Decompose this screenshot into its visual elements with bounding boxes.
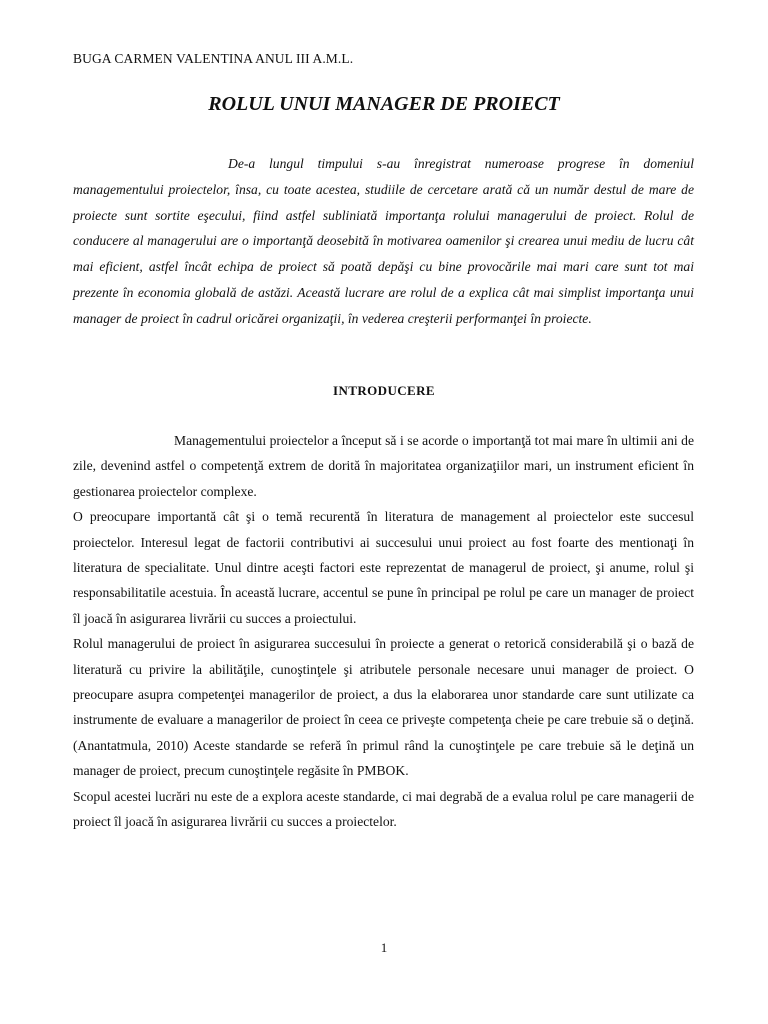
document-title: ROLUL UNUI MANAGER DE PROIECT [208,93,560,115]
body-paragraph: O preocupare importantă cât şi o temă recurentă în literatura de management al proiectelor este succesul proiectelor. Interesul legat de factorii contributivi ai succesului unui proiect au fost foarte des mentionaţi în literatura de specialitate. Unul dintre aceşti factori este reprezentat de managerul de proiect, şi anume, rolul şi responsabilitatile acestuia. În această lucrare, accentul se pune în principal pe rolul pe care un manager de proiect îl joacă în asigurarea livrării cu succes a proiectului. [73,509,694,626]
abstract-paragraph: De-a lungul timpului s-au înregistrat numeroase progrese în domeniul managementului proiectelor, însa, cu toate acestea, studiile de cercetare arată că un număr destul de mare de proiecte sunt sortite eşecului, fiind astfel subliniată importanţa rolului managerului de proiect. Rolul de conducere al managerului are o importanţă deosebită în motivarea oamenilor şi crearea unui mediu de lucru cât mai eficient, astfel încât echipa de proiect să poată depăşi cu bine provocările mai mari care sunt tot mai prezente în economia globală de astăzi. Această lucrare are rolul de a explica cât mai simplist importanţa unui manager de proiect în cadrul oricărei organizaţii, în vederea creşterii performanţei în proiecte. [73,156,694,326]
section-heading-introducere: INTRODUCERE [333,383,435,398]
introduction-body [73,428,694,835]
page-number: 1 [380,940,388,955]
body-paragraph: Managementului proiectelor a început să i se acorde o importanţă tot mai mare în ultimii ani de zile, devenind astfel o competenţă extrem de dorită în majoritatea organizaţiilor mari, un instrument eficient în gestionarea proiectelor complexe. [73,433,694,499]
author-line: BUGA CARMEN VALENTINA ANUL III A.M.L. [73,51,354,66]
body-paragraph: Scopul acestei lucrări nu este de a explora aceste standarde, ci mai degrabă de a evalua rolul pe care managerii de proiect îl joacă în asigurarea livrării cu succes a proiectelor. [73,788,694,830]
body-paragraph: Rolul managerului de proiect în asigurarea succesului în proiecte a generat o retorică considerabilă şi o bază de literatură cu privire la abilităţile, cunoştinţele şi atributele personale necesare unui manager de proiect. O preocupare asupra competenţei managerilor de proiect, a dus la elaborarea unor standarde care sunt utilizate ca instrumente de evaluare a managerilor de proiect în ceea ce priveşte competenţa cheie pe care trebuie să o deţină. (Anantatmula, 2010) Aceste standarde se referă în primul rând la cunoştinţele pe care trebuie să le deţină un manager de proiect, precum cunoştinţele regăsite în PMBOK. [73,636,694,779]
